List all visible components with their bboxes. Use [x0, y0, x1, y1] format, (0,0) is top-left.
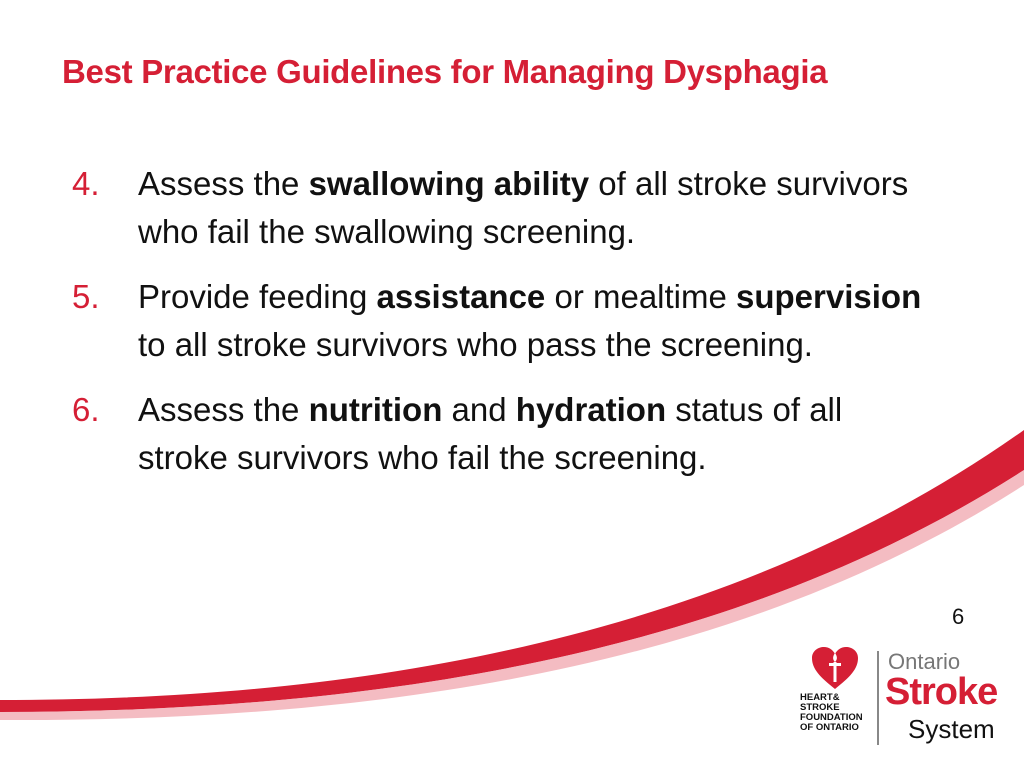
list-item — [72, 386, 932, 482]
list-item — [72, 160, 932, 256]
heart-stroke-foundation-logo-text: HEART& STROKE FOUNDATION OF ONTARIO — [800, 692, 863, 733]
oss-logo-ontario: Ontario — [888, 649, 961, 674]
logo-area — [800, 645, 1010, 750]
item-text: Assess the swallowing ability of all stroke survivors who fail the swallowing screening. — [138, 165, 909, 250]
item-number: 4. — [72, 165, 100, 202]
oss-logo-stroke: Stroke — [885, 671, 998, 713]
logo-divider — [877, 651, 879, 745]
item-number: 5. — [72, 278, 100, 315]
oss-logo-system: System — [908, 714, 995, 744]
page-number: 6 — [952, 604, 965, 629]
guideline-list — [72, 160, 932, 499]
item-number: 6. — [72, 391, 100, 428]
heart-torch-icon — [810, 645, 860, 691]
page-title: Best Practice Guidelines for Managing Dysphagia — [62, 53, 828, 90]
item-text: Provide feeding assistance or mealtime supervision to all stroke survivors who pass the screening. — [138, 278, 922, 363]
list-item — [72, 273, 932, 369]
item-text: Assess the nutrition and hydration status of all stroke survivors who fail the screening. — [138, 391, 843, 476]
